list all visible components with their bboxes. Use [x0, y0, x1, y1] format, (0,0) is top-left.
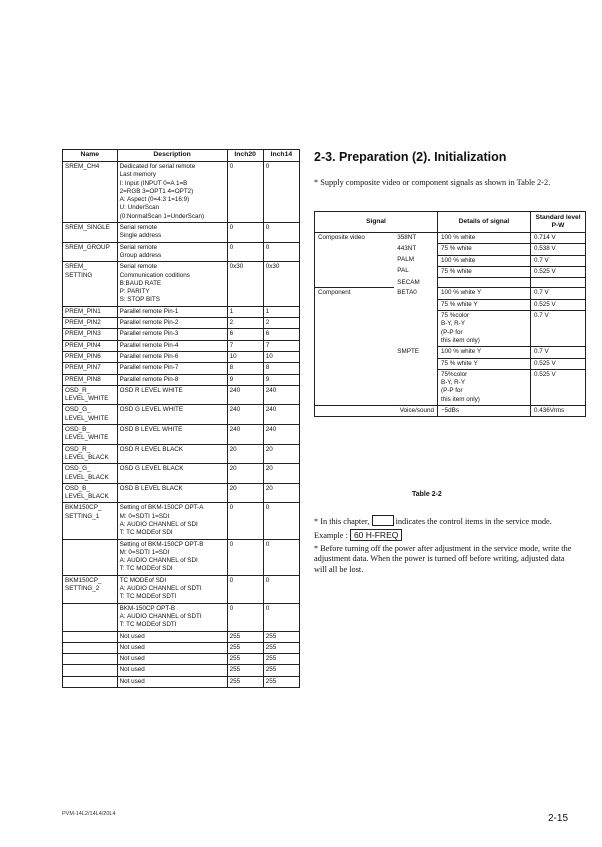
signal-detail: 75 % white Y	[438, 299, 531, 310]
table-row	[63, 603, 300, 631]
signal-detail	[438, 278, 531, 288]
row-inch14: 0	[263, 503, 299, 539]
row-inch14: 240	[263, 425, 299, 445]
row-name: PREM_PIN7	[63, 363, 118, 374]
col-level-header: Standard level P-W	[531, 212, 586, 233]
signal-level: 0.7 V	[531, 347, 586, 358]
row-inch14: 2	[263, 318, 299, 329]
table-caption: Table 2-2	[412, 491, 442, 498]
row-description: Setting of BKM-150CP OPT-A M: 0=SDTI 1=SDI A: AUDIO CHANNEL of SDI T: TC MODEof SDI	[117, 503, 227, 539]
row-inch14: 255	[263, 631, 299, 642]
col-signal-header: Signal	[315, 212, 438, 233]
row-description: OSD B LEVEL BLACK	[117, 483, 227, 503]
signal-subtype: PAL	[397, 267, 409, 275]
signal-detail: 100 % white Y	[438, 347, 531, 358]
row-name: OSD_B_ LEVEL_BLACK	[63, 483, 118, 503]
row-inch20: 0	[227, 603, 263, 631]
col-description-header: Description	[117, 150, 227, 162]
row-description: Not used	[117, 631, 227, 642]
chapter-note-post: indicates the control items in the service mode.	[395, 517, 552, 526]
row-inch20: 255	[227, 665, 263, 676]
row-name: SREM_GROUP	[63, 242, 118, 262]
row-inch20: 255	[227, 676, 263, 687]
row-description: Not used	[117, 676, 227, 687]
row-description: BKM-150CP OPT-B A: AUDIO CHANNEL of SDTI T: TC MODEof SDTI	[117, 603, 227, 631]
row-name: BKM150CP_ SETTING_1	[63, 503, 118, 539]
row-name: SREM_ SETTING	[63, 262, 118, 306]
signal-level: 0.7 V	[531, 255, 586, 266]
row-description: OSD R LEVEL BLACK	[117, 444, 227, 464]
col-inch14-header: Inch14	[263, 150, 299, 162]
notes	[314, 515, 576, 577]
chapter-note-pre: * In this chapter,	[314, 517, 370, 526]
row-inch14: 6	[263, 329, 299, 340]
row-inch14: 20	[263, 483, 299, 503]
table-row	[63, 162, 300, 223]
row-inch20: 1	[227, 306, 263, 317]
col-inch20-header: Inch20	[227, 150, 263, 162]
row-inch20: 0	[227, 503, 263, 539]
row-name: PREM_PIN8	[63, 374, 118, 385]
signal-subtype	[394, 311, 437, 347]
row-description: Not used	[117, 665, 227, 676]
table-row	[63, 262, 300, 306]
row-inch20: 255	[227, 654, 263, 665]
signal-subtype: SMPTE	[397, 347, 419, 355]
table-row	[63, 575, 300, 603]
row-inch20: 20	[227, 464, 263, 484]
table-row	[63, 654, 300, 665]
row-inch14: 255	[263, 642, 299, 653]
signal-detail: 75 % white Y	[438, 358, 531, 369]
signal-detail: 100 % white Y	[438, 288, 531, 299]
supply-note: * Supply composite video or component signals as shown in Table 2-2.	[314, 178, 551, 187]
table-row	[63, 363, 300, 374]
row-inch14: 255	[263, 665, 299, 676]
table-row	[63, 631, 300, 642]
footer-model: PVM-14L2/14L4/20L4	[62, 811, 116, 817]
row-name: PREM_PIN1	[63, 306, 118, 317]
row-inch14: 7	[263, 340, 299, 351]
row-name: OSD_G_ LEVEL_WHITE	[63, 405, 118, 425]
row-name	[63, 665, 118, 676]
signal-detail: 75 % white	[438, 244, 531, 255]
table-row	[63, 642, 300, 653]
row-inch14: 20	[263, 444, 299, 464]
settings-table	[62, 149, 300, 688]
signal-level: 0.525 V	[531, 369, 586, 405]
row-inch14: 0	[263, 162, 299, 223]
signal-row	[315, 266, 586, 277]
signal-row	[315, 244, 586, 255]
signal-subtype: BETA0	[397, 288, 417, 296]
row-description: Serial remote Group address	[117, 242, 227, 262]
table-row	[63, 676, 300, 687]
signal-group	[315, 278, 395, 288]
row-description: Parallel remote Pin-2	[117, 318, 227, 329]
row-description: Parallel remote Pin-7	[117, 363, 227, 374]
row-description: OSD R LEVEL WHITE	[117, 385, 227, 405]
row-inch20: 7	[227, 340, 263, 351]
row-description: Parallel remote Pin-3	[117, 329, 227, 340]
signal-group: Composite video	[315, 233, 395, 244]
signal-group: Component	[315, 288, 395, 299]
row-name: OSD_R_ LEVEL_WHITE	[63, 385, 118, 405]
signal-detail: 75%color B-Y, R-Y (P-P for this item only)	[438, 369, 531, 405]
table-row	[63, 405, 300, 425]
signal-row	[315, 311, 586, 347]
row-description: Setting of BKM-150CP OPT-B M: 0=SDTI 1=SDI A: AUDIO CHANNEL of SDI T: TC MODEof SDI	[117, 539, 227, 575]
table-row	[63, 374, 300, 385]
row-inch20: 255	[227, 642, 263, 653]
signal-level: 0.7 V	[531, 311, 586, 347]
table-row	[63, 340, 300, 351]
signal-subtype: 443NT	[397, 244, 417, 252]
signal-row	[315, 358, 586, 369]
settings-table-body	[63, 162, 300, 688]
row-name	[63, 676, 118, 687]
voice-detail: −5dBs	[438, 406, 531, 417]
row-description: Dedicated for serial remote Last memory I: Input (INPUT 0=A 1=B 2=RGB 3=OPT1 4=OPT2) A: Aspect (0=4:3 1=16:9) U: UnderScan (0:NormalScan 1=UnderScan)	[117, 162, 227, 223]
table-row	[63, 425, 300, 445]
signal-row	[315, 347, 586, 358]
row-description: Parallel remote Pin-1	[117, 306, 227, 317]
page-number: 2-15	[548, 813, 569, 824]
row-name	[63, 631, 118, 642]
row-inch14: 240	[263, 405, 299, 425]
signal-subtype	[394, 358, 437, 369]
row-inch20: 2	[227, 318, 263, 329]
row-inch14: 0	[263, 223, 299, 243]
row-inch20: 0	[227, 162, 263, 223]
row-inch14: 0	[263, 539, 299, 575]
row-description: Not used	[117, 642, 227, 653]
row-inch20: 6	[227, 329, 263, 340]
row-description: Not used	[117, 654, 227, 665]
signal-level: 0.714 V	[531, 233, 586, 244]
row-name: OSD_G_ LEVEL_BLACK	[63, 464, 118, 484]
control-item-box-sample	[372, 515, 394, 526]
signal-row	[315, 255, 586, 266]
col-details-header: Details of signal	[438, 212, 531, 233]
signal-subtype	[394, 369, 437, 405]
row-name	[63, 654, 118, 665]
row-description: OSD B LEVEL WHITE	[117, 425, 227, 445]
signal-row	[315, 299, 586, 310]
signal-group	[315, 311, 395, 347]
row-description: Serial remote Single address	[117, 223, 227, 243]
signal-row	[315, 278, 586, 288]
signal-table	[314, 211, 586, 417]
row-inch20: 20	[227, 444, 263, 464]
row-inch14: 0	[263, 603, 299, 631]
example-line	[314, 529, 576, 541]
signal-group	[315, 244, 395, 255]
row-inch20: 10	[227, 351, 263, 362]
row-inch20: 0	[227, 575, 263, 603]
row-inch14: 10	[263, 351, 299, 362]
table-row	[63, 223, 300, 243]
signal-group	[315, 347, 395, 358]
signal-detail: 75 %color B-Y, R-Y (P-P for this item only)	[438, 311, 531, 347]
signal-level: 0.525 V	[531, 358, 586, 369]
table-row	[63, 351, 300, 362]
row-inch20: 240	[227, 425, 263, 445]
row-name: OSD_R_ LEVEL_BLACK	[63, 444, 118, 464]
row-name: BKM150CP_ SETTING_2	[63, 575, 118, 603]
table-row	[63, 318, 300, 329]
row-inch20: 0	[227, 539, 263, 575]
signal-row	[315, 233, 586, 244]
row-description: Parallel remote Pin-6	[117, 351, 227, 362]
voice-label: Voice/sound	[315, 406, 438, 417]
table-row	[63, 665, 300, 676]
row-inch20: 0x30	[227, 262, 263, 306]
table-row	[63, 306, 300, 317]
row-description: OSD G LEVEL BLACK	[117, 464, 227, 484]
row-inch14: 0	[263, 242, 299, 262]
row-name: PREM_PIN2	[63, 318, 118, 329]
row-description: Serial remote Communication coditions B:BAUD RATE P: PARITY S: STOP BITS	[117, 262, 227, 306]
signal-group	[315, 266, 395, 277]
signal-group	[315, 299, 395, 310]
row-inch14: 1	[263, 306, 299, 317]
row-name: PREM_PIN6	[63, 351, 118, 362]
row-description: TC MODEof SDI A: AUDIO CHANNEL of SDTI T: TC MODEof SDTI	[117, 575, 227, 603]
table-row	[63, 444, 300, 464]
signal-level: 0.538 V	[531, 244, 586, 255]
table-row	[63, 385, 300, 405]
signal-table-body	[315, 233, 586, 406]
row-name	[63, 539, 118, 575]
row-inch14: 20	[263, 464, 299, 484]
signal-row	[315, 369, 586, 405]
row-inch14: 0	[263, 575, 299, 603]
signal-row	[315, 288, 586, 299]
row-inch20: 9	[227, 374, 263, 385]
col-name-header: Name	[63, 150, 118, 162]
signal-level	[531, 278, 586, 288]
signal-subtype	[394, 299, 437, 310]
row-name: SREM_SINGLE	[63, 223, 118, 243]
row-inch14: 8	[263, 363, 299, 374]
row-inch20: 0	[227, 223, 263, 243]
row-inch20: 255	[227, 631, 263, 642]
signal-subtype: 358NT	[397, 234, 417, 241]
settings-table-header	[63, 150, 300, 162]
table-row	[63, 483, 300, 503]
row-name: SREM_CH4	[63, 162, 118, 223]
row-description: Parallel remote Pin-4	[117, 340, 227, 351]
before-turning-note: * Before turning off the power after adjustment in the service mode, write the adjustment data. When the power is turned off before writing, adjusted data will all be lost.	[314, 543, 572, 574]
signal-group	[315, 369, 395, 405]
table-row	[63, 329, 300, 340]
example-label: Example :	[314, 531, 348, 541]
signal-group	[315, 255, 395, 266]
row-name	[63, 642, 118, 653]
row-description: OSD G LEVEL WHITE	[117, 405, 227, 425]
row-inch20: 20	[227, 483, 263, 503]
table-row	[63, 242, 300, 262]
row-description: Parallel remote Pin-8	[117, 374, 227, 385]
row-name: OSD_B_ LEVEL_WHITE	[63, 425, 118, 445]
example-boxed-item: 60 H-FREQ	[350, 529, 402, 541]
table-row	[63, 503, 300, 539]
voice-level: 0.436Vrms	[531, 406, 586, 417]
row-inch14: 9	[263, 374, 299, 385]
row-inch20: 8	[227, 363, 263, 374]
signal-subtype: SECAM	[397, 278, 420, 286]
row-inch14: 240	[263, 385, 299, 405]
signal-level: 0.7 V	[531, 288, 586, 299]
signal-level: 0.525 V	[531, 266, 586, 277]
signal-level: 0.525 V	[531, 299, 586, 310]
row-inch20: 0	[227, 242, 263, 262]
table-row	[63, 464, 300, 484]
signal-group	[315, 358, 395, 369]
signal-detail: 100 % white	[438, 255, 531, 266]
row-inch20: 240	[227, 405, 263, 425]
row-name: PREM_PIN3	[63, 329, 118, 340]
row-inch14: 255	[263, 676, 299, 687]
signal-detail: 100 % white	[438, 233, 531, 244]
row-name	[63, 603, 118, 631]
signal-subtype: PALM	[397, 256, 414, 264]
row-inch20: 240	[227, 385, 263, 405]
row-inch14: 0x30	[263, 262, 299, 306]
signal-table-header	[315, 212, 586, 233]
signal-table-voice-row	[315, 406, 586, 417]
row-inch14: 255	[263, 654, 299, 665]
chapter-note	[314, 515, 576, 527]
table-row	[63, 539, 300, 575]
section-heading: 2-3. Preparation (2). Initialization	[314, 150, 507, 164]
row-name: PREM_PIN4	[63, 340, 118, 351]
signal-detail: 75 % white	[438, 266, 531, 277]
